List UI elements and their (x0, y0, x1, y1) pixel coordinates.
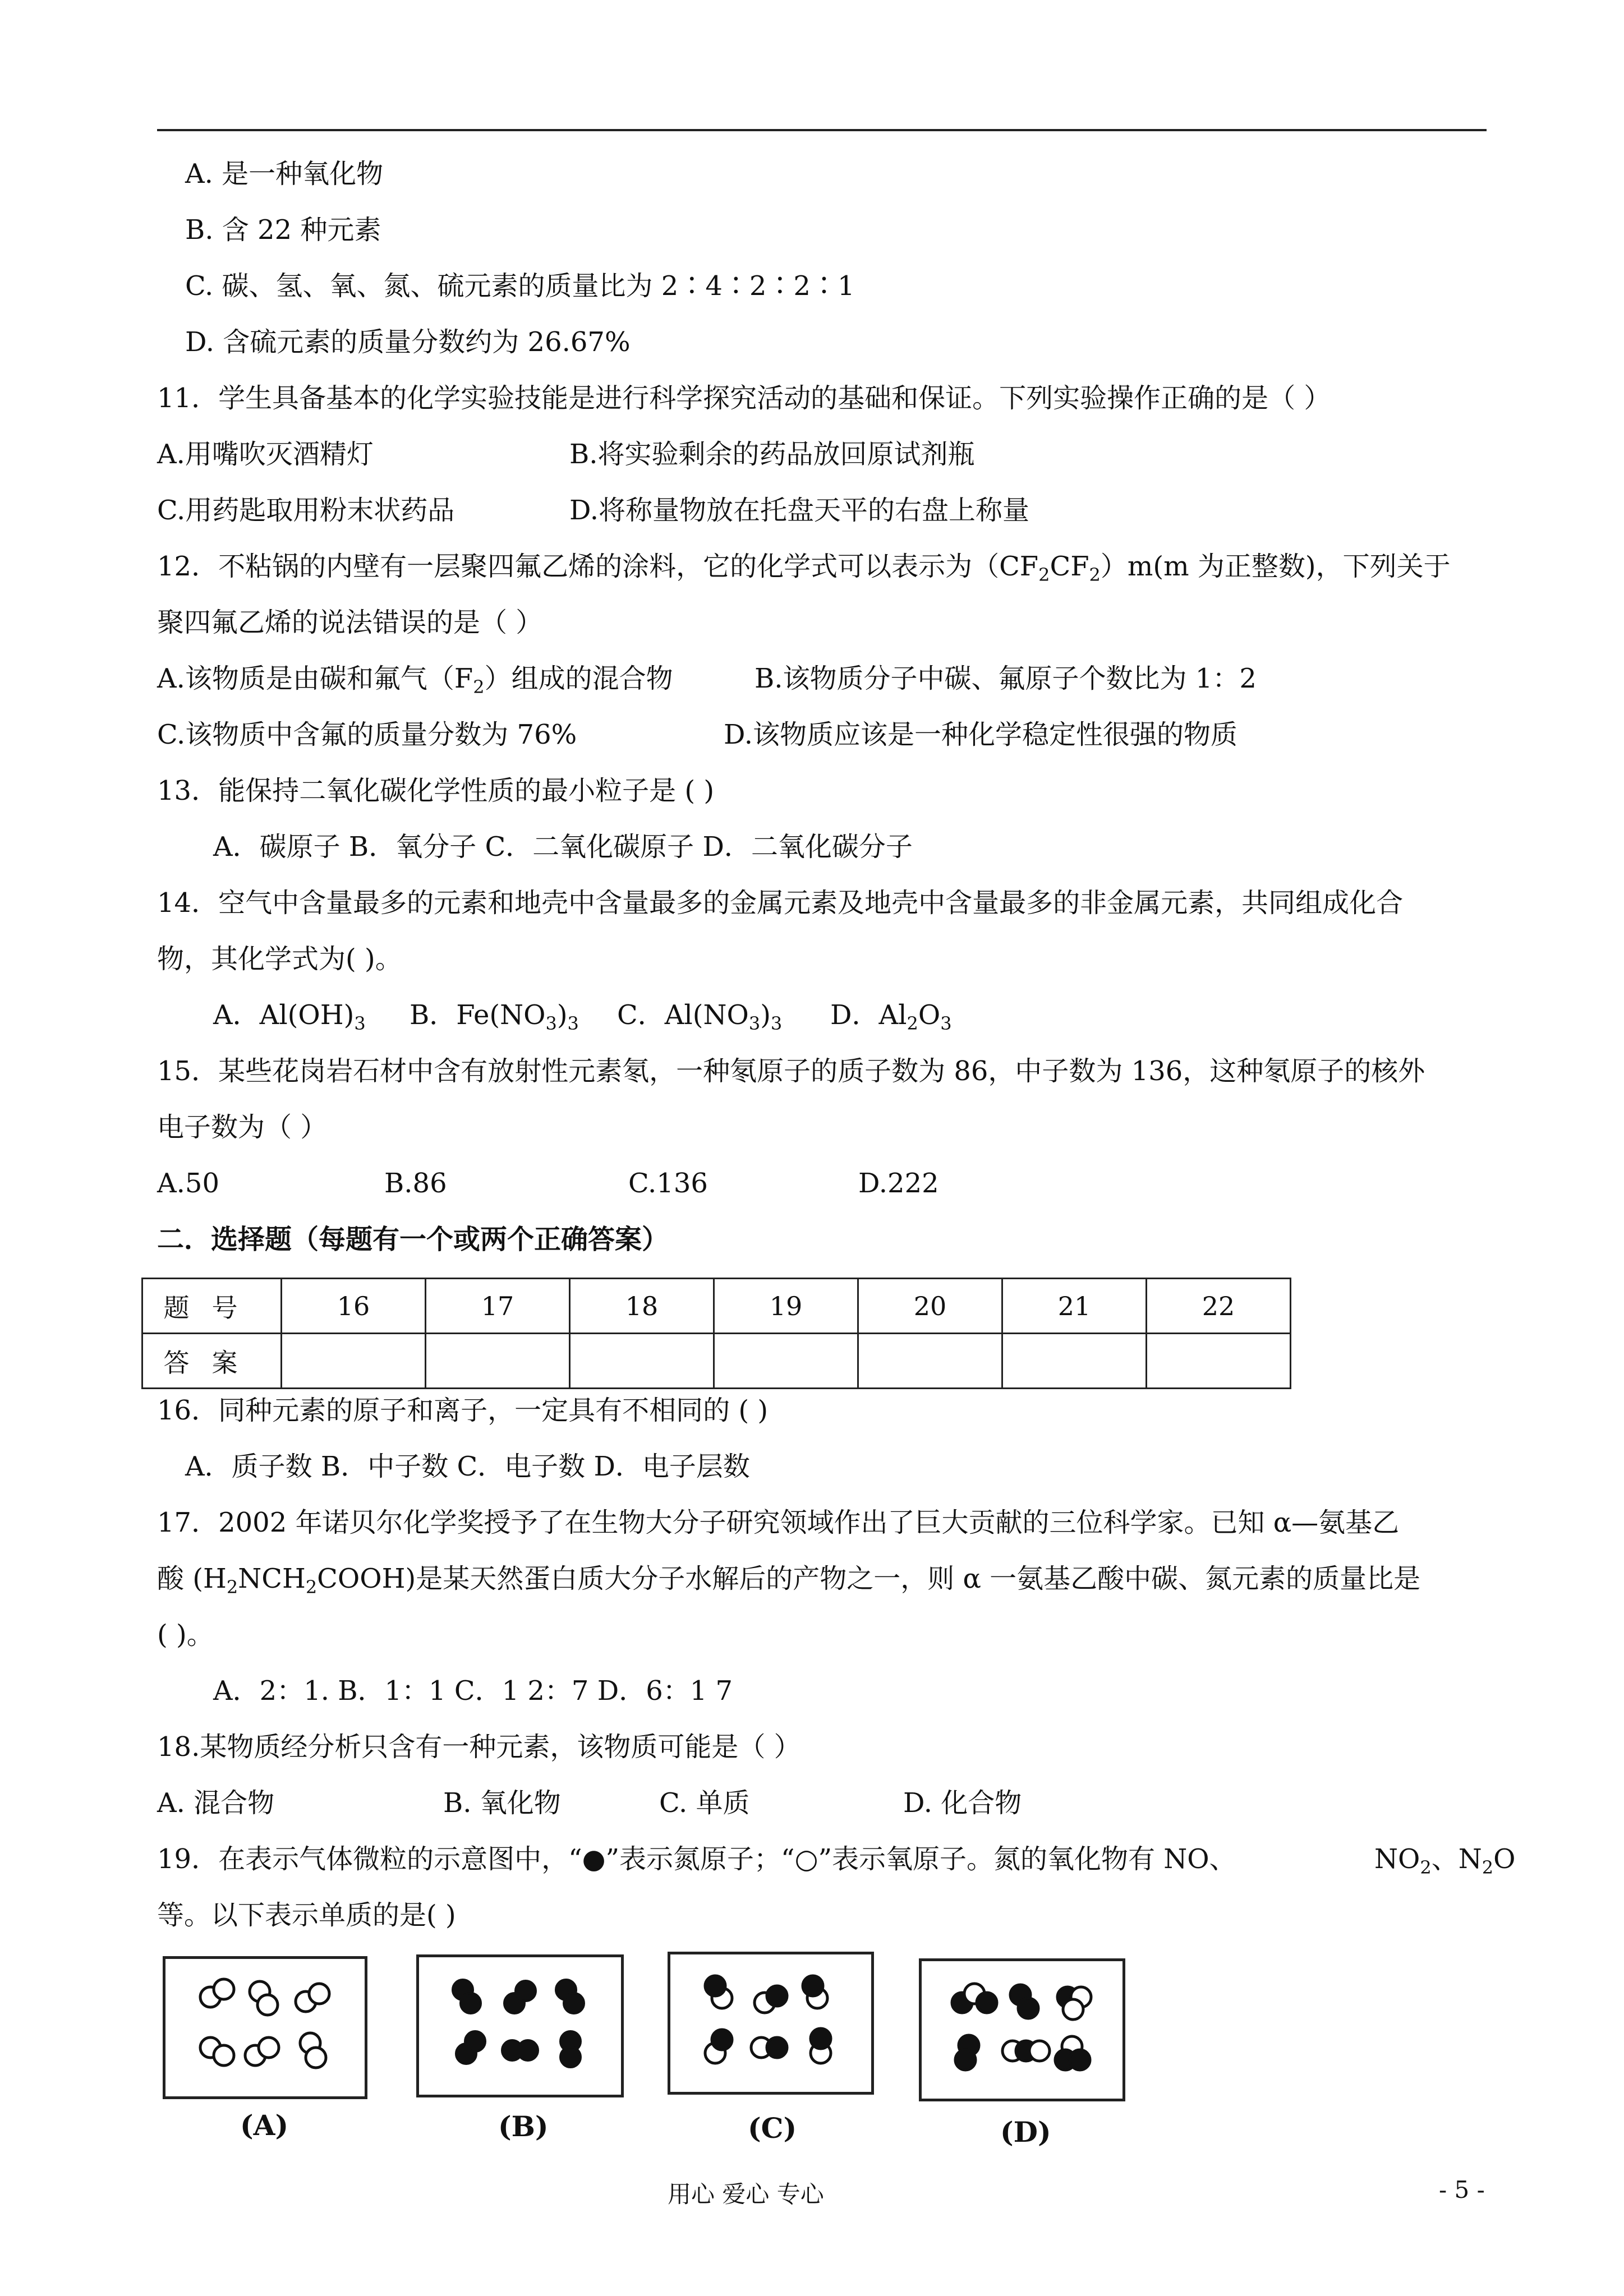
q14-stem-line2: 物，其化学式为( )。 (157, 943, 402, 975)
answer-cell[interactable] (1002, 1334, 1147, 1389)
q14-option-d: D．$Al_2O_3$ (830, 999, 952, 1034)
answer-cell[interactable] (1147, 1334, 1291, 1389)
q15-option-c: C.136 (628, 1168, 708, 1199)
q17-stem-line1: 17．2002 年诺贝尔化学奖授予了在生物大分子研究领域作出了巨大贡献的三位科学家。已知 α—氨基乙 (157, 1507, 1400, 1538)
q18-option-a: A. 混合物 (157, 1787, 275, 1819)
q18-option-d: D. 化合物 (903, 1787, 1022, 1819)
q14-stem-line1: 14．空气中含量最多的元素和地壳中含量最多的金属元素及地壳中含量最多的非金属元素，共同组成化合 (157, 887, 1404, 919)
q12-stem-line2: 聚四氟乙烯的说法错误的是（ ） (157, 607, 543, 638)
header-rule (157, 129, 1487, 131)
diagram-c-box (668, 1952, 874, 2095)
answer-table-number-16: 16 (282, 1279, 426, 1334)
q16-options: A．质子数 B．中子数 C．电子数 D．电子层数 (185, 1451, 750, 1482)
answer-cell[interactable] (570, 1334, 714, 1389)
q12-option-c: C.该物质中含氟的质量分数为 76% (157, 719, 577, 750)
q11-option-d: D.将称量物放在托盘天平的右盘上称量 (569, 495, 1030, 526)
q11-stem: 11．学生具备基本的化学实验技能是进行科学探究活动的基础和保证。下列实验操作正确的是（ ） (157, 382, 1331, 414)
answer-table-number-21: 21 (1002, 1279, 1147, 1334)
page-number: - 5 - (1439, 2176, 1485, 2203)
diagram-a-box (163, 1956, 367, 2099)
q16-stem: 16．同种元素的原子和离子，一定具有不相同的 ( ) (157, 1395, 769, 1426)
answer-cell[interactable] (282, 1334, 426, 1389)
q18-option-b: B. 氧化物 (443, 1787, 561, 1819)
diagram-d-caption: (D) (1000, 2115, 1051, 2149)
q13-options: A．碳原子 B．氧分子 C．二氧化碳原子 D．二氧化碳分子 (213, 831, 913, 863)
q10-option-b: B. 含 22 种元素 (185, 214, 381, 246)
answer-table-number-20: 20 (858, 1279, 1002, 1334)
answer-table-number-17: 17 (426, 1279, 570, 1334)
q15-option-b: B.86 (384, 1168, 447, 1199)
answer-table-label-answer: 答案 (142, 1334, 282, 1389)
q11-option-c: C.用药匙取用粉末状药品 (157, 495, 455, 526)
q11-option-b: B.将实验剩余的药品放回原试剂瓶 (569, 439, 975, 470)
answer-cell[interactable] (426, 1334, 570, 1389)
diagram-c-caption: (C) (748, 2111, 797, 2145)
diagram-b-box (416, 1954, 624, 2097)
answer-table-number-22: 22 (1147, 1279, 1291, 1334)
diagram-c-no-molecules (670, 1954, 871, 2092)
q17-stem-line3: ( )。 (157, 1619, 214, 1650)
diagram-b-nitrogen-molecules (419, 1957, 621, 2095)
answer-table-label-number: 题号 (142, 1279, 282, 1334)
q13-stem: 13．能保持二氧化碳化学性质的最小粒子是 ( ) (157, 775, 715, 806)
q15-stem-line1: 15．某些花岗岩石材中含有放射性元素氡，一种氡原子的质子数为 86，中子数为 136，这种氡原子的核外 (157, 1055, 1425, 1087)
q12-option-b: B.该物质分子中碳、氟原子个数比为 1：2 (755, 663, 1257, 694)
q10-option-d: D. 含硫元素的质量分数约为 26.67% (185, 326, 631, 358)
q15-option-a: A.50 (157, 1168, 219, 1199)
answer-table-header-row (142, 1279, 1291, 1334)
q19-stem-line1-formulas: $NO_2$、$N_2O$ (1374, 1843, 1516, 1878)
answer-table-number-19: 19 (714, 1279, 858, 1334)
q17-options: A．2：1. B．1：1 C．1 2：7 D．6：1 7 (213, 1675, 733, 1707)
q17-stem-line2: 酸 $(H_2NCH_2COOH)$是某天然蛋白质大分子水解后的产物之一，则 α 一氨基乙酸中碳、氮元素的质量比是 (157, 1563, 1421, 1598)
diagram-d-mixed-molecules (922, 1961, 1122, 2099)
q15-option-d: D.222 (858, 1168, 939, 1199)
answer-table-answer-row (142, 1334, 1291, 1389)
q15-stem-line2: 电子数为（ ） (157, 1112, 328, 1143)
q18-stem: 18.某物质经分析只含有一种元素，该物质可能是（ ） (157, 1731, 801, 1763)
q10-option-c: C. 碳、氢、氧、氮、硫元素的质量比为 2∶4∶2∶2∶1 (185, 270, 855, 302)
q19-stem-line1: 19．在表示气体微粒的示意图中，“●”表示氮原子；“○”表示氧原子。氮的氧化物有 NO、 (157, 1843, 1236, 1875)
section-2-title: 二．选择题（每题有一个或两个正确答案） (157, 1224, 669, 1255)
q14-option-a: A．$Al(OH)_3$ (213, 999, 366, 1034)
diagram-d-box (919, 1958, 1125, 2101)
q12-option-d: D.该物质应该是一种化学稳定性很强的物质 (724, 719, 1238, 750)
q18-option-c: C. 单质 (659, 1787, 750, 1819)
answer-table (141, 1278, 1291, 1389)
answer-cell[interactable] (858, 1334, 1002, 1389)
q11-option-a: A.用嘴吹灭酒精灯 (157, 439, 374, 470)
diagram-a-oxygen-molecules (165, 1959, 365, 2096)
footer-motto: 用心 爱心 专心 (668, 2180, 824, 2208)
diagram-b-caption: (B) (498, 2110, 549, 2143)
q12-option-a: A.该物质是由碳和氟气$(F_2)$组成的混合物 (157, 663, 673, 698)
answer-cell[interactable] (714, 1334, 858, 1389)
q14-option-b: B．$Fe(NO_3)_3$ (410, 999, 579, 1034)
q19-stem-line2: 等。以下表示单质的是( ) (157, 1899, 456, 1931)
answer-table-number-18: 18 (570, 1279, 714, 1334)
q14-option-c: C．$Al(NO_3)_3$ (617, 999, 783, 1034)
q12-stem-line1: 12．不粘锅的内壁有一层聚四氟乙烯的涂料，它的化学式可以表示为$(CF_2CF_2)m(m$ 为正整数)，下列关于 (157, 551, 1451, 585)
q10-option-a: A. 是一种氧化物 (185, 158, 384, 190)
diagram-a-caption: (A) (240, 2109, 289, 2142)
